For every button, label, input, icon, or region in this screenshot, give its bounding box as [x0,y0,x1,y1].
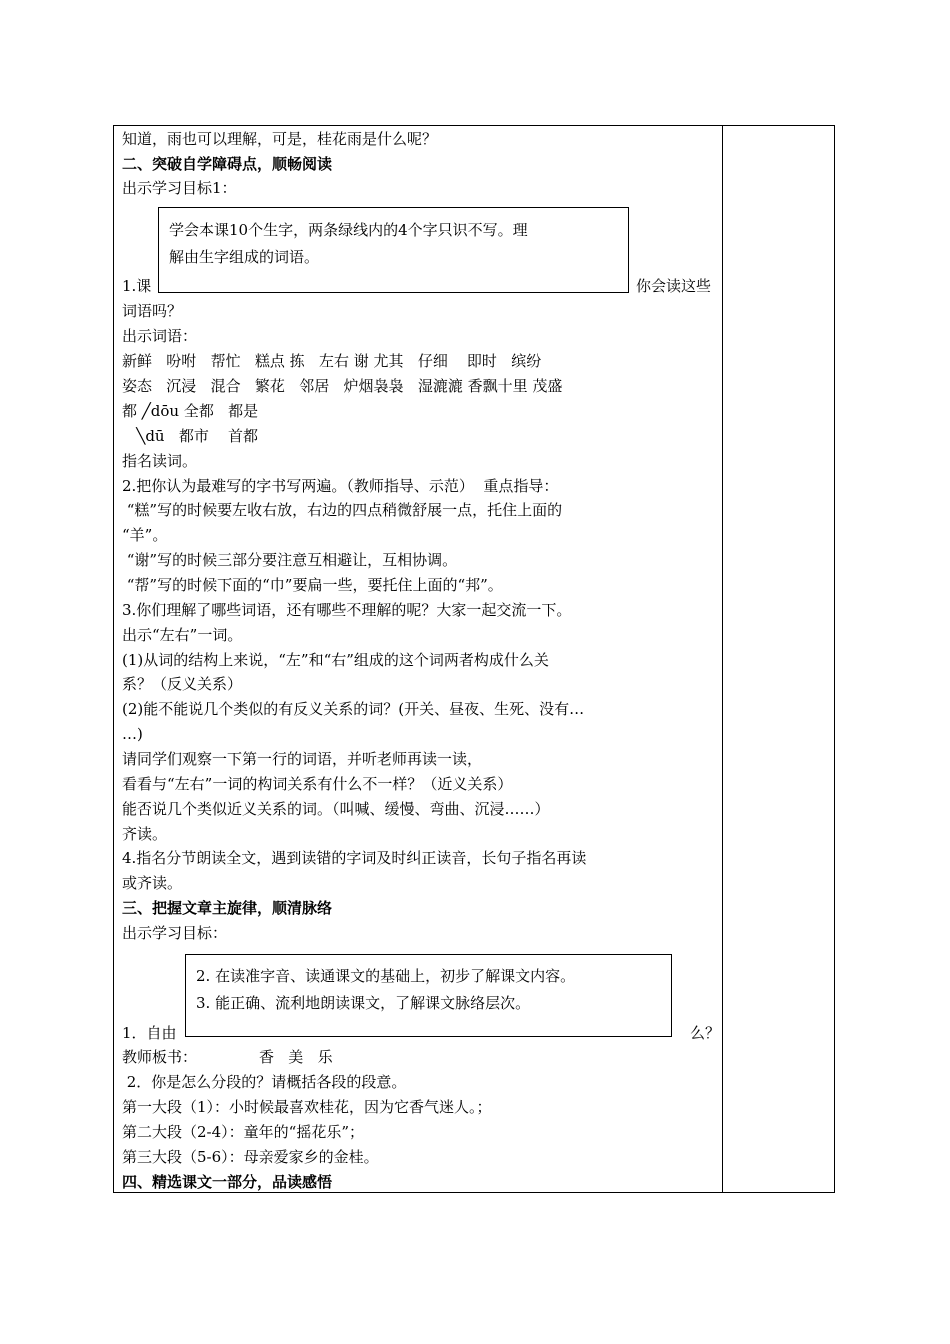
text-line: 1.课 [122,277,152,295]
text-line: ╲dū 都市 首都 [122,427,258,445]
text-line: 词语吗？ [122,302,183,320]
text-line: (1)从词的结构上来说，“左”和“右”组成的这个词两者构成什么关 [122,651,549,669]
text-line: 齐读。 [122,825,168,843]
section-heading: 二、突破自学障碍点，顺畅阅读 [122,155,333,173]
text-line: 3.你们理解了哪些词语，还有哪些不理解的呢？大家一起交流一下。 [122,601,572,619]
text-line: 系？（反义关系） [122,675,243,693]
section-heading: 四、精选课文一部分，品读感悟 [122,1173,333,1191]
goal-1-line-2: 解由生字组成的词语。 [169,248,320,266]
text-line: 知道，雨也可以理解，可是，桂花雨是什么呢？ [122,130,438,148]
text-line: 2．你是怎么分段的？请概括各段的段意。 [122,1073,407,1091]
text-line: 第二大段（2-4）：童年的“摇花乐”； [122,1123,364,1141]
text-line: 姿态 沉浸 混合 繁花 邻居 炉烟袅袅 湿漉漉 香飘十里 茂盛 [122,377,563,395]
goal-1-line-1: 学会本课10个生字，两条绿线内的4个字只识不写。理 [169,221,528,239]
text-line: 你会读这些 [636,277,712,295]
text-line: 指名读词。 [122,452,198,470]
text-line: 出示“左右”一词。 [122,626,243,644]
text-line: 看看与“左右”一词的构词关系有什么不一样？（近义关系） [122,775,513,793]
goal-2-line-1: 2. 在读准字音、读通课文的基础上，初步了解课文内容。 [196,967,576,985]
goal-2-line-2: 3. 能正确、流利地朗读课文，了解课文脉络层次。 [196,994,531,1012]
text-line: 都 ╱dōu 全都 都是 [122,402,259,420]
text-line: “羊”。 [122,526,168,544]
text-line: 出示学习目标： [122,924,228,942]
text-line: 请同学们观察一下第一行的词语，并听老师再读一读， [122,750,483,768]
text-line: …) [122,725,143,743]
text-line: “谢”写的时候三部分要注意互相避让，互相协调。 [122,551,458,569]
text-line: “糕”写的时候要左收右放，右边的四点稍微舒展一点，托住上面的 [122,501,563,519]
text-line: 第三大段（5-6）：母亲爱家乡的金桂。 [122,1148,379,1166]
column-divider [722,126,723,1192]
learning-goal-box-2 [185,954,672,1037]
text-line: 2.把你认为最难写的字书写两遍。（教师指导、示范） 重点指导： [122,477,559,495]
text-line: 出示学习目标1： [122,179,237,197]
text-line: 4.指名分节朗读全文，遇到读错的字词及时纠正读音，长句子指名再读 [122,849,587,867]
text-line: 第一大段（1）：小时候最喜欢桂花，因为它香气迷人。； [122,1098,492,1116]
text-line: 或齐读。 [122,874,183,892]
text-line: 教师板书： 香 美 乐 [122,1048,333,1066]
learning-goal-box-1 [158,207,629,293]
text-line: 1．自由 [122,1024,177,1042]
text-line: 新鲜 吩咐 帮忙 糕点 拣 左右 谢 尤其 仔细 即时 缤纷 [122,352,542,370]
text-line: 出示词语： [122,327,198,345]
section-heading: 三、把握文章主旋律，顺清脉络 [122,899,333,917]
text-line: 能否说几个类似近义关系的词。（叫喊、缓慢、弯曲、沉浸……） [122,800,550,818]
text-line: 么？ [690,1024,721,1042]
text-line: “帮”写的时候下面的“巾”要扁一些，要托住上面的“邦”。 [122,576,503,594]
text-line: (2)能不能说几个类似的有反义关系的词？(开关、昼夜、生死、没有… [122,700,585,718]
